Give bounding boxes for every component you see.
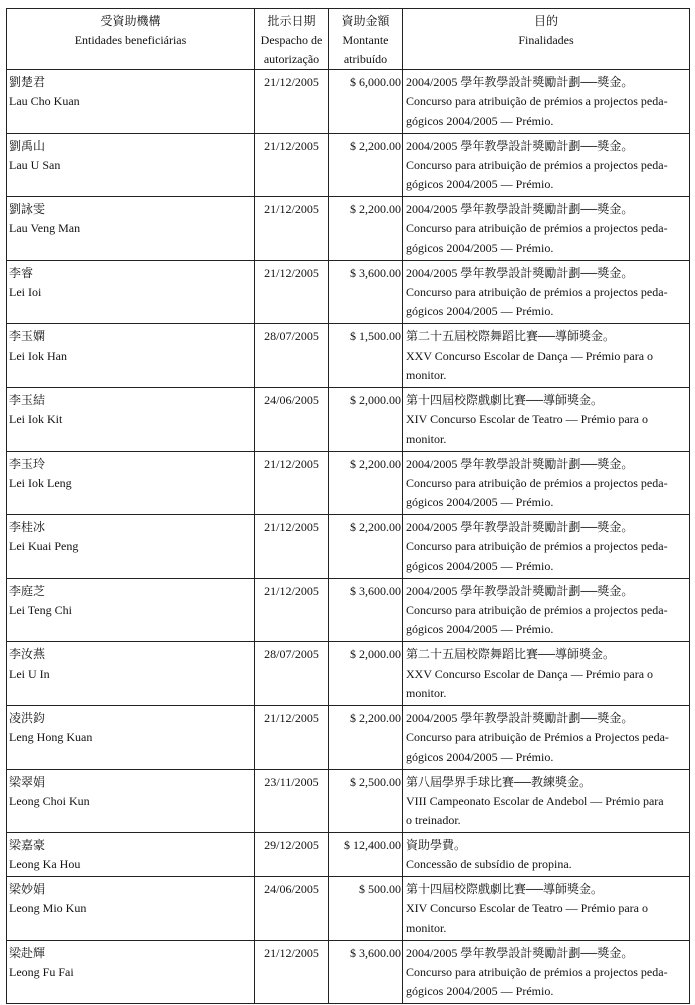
purpose-zh: 第八屆學界手球比賽──教練獎金。 [406,774,592,789]
cell-entity [7,642,255,706]
cell-purpose [403,833,690,877]
purpose-zh: 2004/2005 學年教學設計獎勵計劃──獎金。 [406,520,634,535]
entity-name-pt: Lei Iok Han [9,348,67,363]
cell-date: 21/12/2005 [255,451,329,515]
cell-date: 21/12/2005 [255,260,329,324]
cell-entity [7,387,255,451]
entity-name-zh: 梁嘉豪 [9,838,46,853]
header-date-pt-2: autorização [263,52,320,66]
cell-date: 24/06/2005 [255,387,329,451]
cell-purpose [403,387,690,451]
purpose-pt-line-1: Concurso para atribuição de prémios a projectos peda- [406,285,668,300]
header-entity-pt: Entidades beneficiárias [74,33,187,47]
entity-name-zh: 李玉玲 [9,456,46,471]
entity-name-pt: Leong Fu Fai [9,965,74,980]
entity-name-zh: 李玉嫻 [9,329,46,344]
purpose-zh: 第二十五屆校際舞蹈比賽──導師獎金。 [406,647,616,662]
purpose-pt-line-1: XXV Concurso Escolar de Dança — Prémio para o [406,666,654,681]
entity-name-zh: 劉詠雯 [9,202,46,217]
cell-date: 28/07/2005 [255,642,329,706]
cell-amount: $ 3,600.00 [329,578,403,642]
purpose-pt-line-2: gógicos 2004/2005 — Prémio. [406,558,554,573]
header-entity [7,9,255,70]
entity-name-pt: Leng Hong Kuan [9,730,93,745]
header-amount-zh: 資助金額 [341,14,390,28]
cell-purpose [403,70,690,134]
cell-entity [7,877,255,941]
cell-entity [7,578,255,642]
purpose-zh: 第二十五屆校際舞蹈比賽──導師獎金。 [406,329,616,344]
purpose-zh: 2004/2005 學年教學設計獎勵計劃──獎金。 [406,202,634,217]
purpose-pt-line-2: monitor. [406,367,447,382]
entity-name-pt: Lei U In [9,666,50,681]
cell-amount: $ 3,600.00 [329,940,403,1004]
header-purpose-pt: Finalidades [518,33,574,47]
entity-name-zh: 李桂冰 [9,520,46,535]
purpose-zh: 2004/2005 學年教學設計獎勵計劃──獎金。 [406,583,634,598]
entity-name-pt: Leong Choi Kun [9,793,90,808]
purpose-pt-line-2: gógicos 2004/2005 — Prémio. [406,304,554,319]
cell-purpose [403,515,690,579]
table-row [7,877,690,941]
table-row [7,642,690,706]
cell-date: 24/06/2005 [255,877,329,941]
cell-amount: $ 2,000.00 [329,387,403,451]
entity-name-pt: Lei Iok Kit [9,412,63,427]
cell-amount: $ 2,200.00 [329,197,403,261]
purpose-pt-line-2: gógicos 2004/2005 — Prémio. [406,749,554,764]
entity-name-pt: Leong Mio Kun [9,901,87,916]
cell-purpose [403,197,690,261]
subsidy-table [6,8,690,1004]
purpose-pt-line-2: gógicos 2004/2005 — Prémio. [406,177,554,192]
header-date [255,9,329,70]
cell-date: 21/12/2005 [255,197,329,261]
cell-purpose [403,451,690,515]
purpose-pt-line-1: Concurso para atribuição de prémios a projectos peda- [406,475,668,490]
cell-purpose [403,260,690,324]
purpose-pt-line-1: Concurso para atribuição de prémios a projectos peda- [406,603,668,618]
cell-entity [7,451,255,515]
purpose-zh: 第十四屆校際戲劇比賽──導師獎金。 [406,882,604,897]
entity-name-pt: Lei Iok Leng [9,475,72,490]
cell-entity [7,324,255,388]
purpose-zh: 2004/2005 學年教學設計獎勵計劃──獎金。 [406,75,634,89]
entity-name-zh: 李玉結 [9,392,46,407]
table-header [7,9,690,70]
purpose-pt-line-1: Concurso para atribuição de Prémios a Projectos peda- [406,730,669,745]
cell-amount: $ 2,200.00 [329,133,403,197]
table-row [7,70,690,134]
entity-name-zh: 李庭芝 [9,583,46,598]
entity-name-pt: Lei Ioi [9,285,42,300]
header-amount-pt-1: Montante [342,33,389,47]
purpose-pt-line-2: gógicos 2004/2005 — Prémio. [406,495,554,510]
header-amount-pt-2: atribuído [343,52,388,66]
header-date-zh: 批示日期 [267,14,316,28]
cell-purpose [403,133,690,197]
table-row [7,197,690,261]
purpose-pt-line-2: o treinador. [406,813,461,828]
cell-date: 21/12/2005 [255,133,329,197]
table-row [7,451,690,515]
entity-name-pt: Lau Veng Man [9,221,81,236]
purpose-pt-line-2: gógicos 2004/2005 — Prémio. [406,622,554,637]
cell-purpose [403,877,690,941]
cell-entity [7,197,255,261]
cell-purpose [403,769,690,833]
cell-amount: $ 500.00 [329,877,403,941]
header-purpose-zh: 目的 [533,14,558,28]
purpose-pt-line-1: VIII Campeonato Escolar de Andebol — Prémio para [406,793,664,808]
table-row [7,578,690,642]
purpose-pt-line-1: Concurso para atribuição de prémios a projectos peda- [406,965,668,980]
cell-date: 21/12/2005 [255,70,329,134]
table-row [7,260,690,324]
cell-entity [7,133,255,197]
purpose-zh: 2004/2005 學年教學設計獎勵計劃──獎金。 [406,710,634,725]
cell-date: 21/12/2005 [255,578,329,642]
purpose-pt-line-2: monitor. [406,431,447,446]
cell-amount: $ 3,600.00 [329,260,403,324]
cell-purpose [403,642,690,706]
table-row [7,705,690,769]
cell-date: 21/12/2005 [255,515,329,579]
cell-entity [7,833,255,877]
entity-name-pt: Lei Kuai Peng [9,539,79,554]
purpose-pt-line-1: Concurso para atribuição de prémios a projectos peda- [406,539,668,554]
table-row [7,133,690,197]
cell-amount: $ 2,200.00 [329,451,403,515]
cell-amount: $ 2,500.00 [329,769,403,833]
purpose-pt-line-1: Concurso para atribuição de prémios a projectos peda- [406,94,668,109]
table-body [7,70,690,1004]
document-page [6,8,690,1004]
cell-entity [7,70,255,134]
header-date-pt-1: Despacho de [260,33,323,47]
purpose-zh: 資助學費。 [406,838,467,853]
table-row [7,515,690,579]
table-row [7,387,690,451]
cell-date: 21/12/2005 [255,705,329,769]
purpose-pt-line-1: XIV Concurso Escolar de Teatro — Prémio para o [406,412,648,427]
entity-name-zh: 劉禹山 [9,138,46,153]
cell-amount: $ 1,500.00 [329,324,403,388]
entity-name-pt: Lau Cho Kuan [9,94,80,109]
cell-amount: $ 2,200.00 [329,705,403,769]
table-row [7,324,690,388]
table-row [7,833,690,877]
cell-date: 23/11/2005 [255,769,329,833]
entity-name-zh: 李睿 [9,265,34,280]
cell-date: 29/12/2005 [255,833,329,877]
purpose-zh: 2004/2005 學年教學設計獎勵計劃──獎金。 [406,456,634,471]
header-amount [329,9,403,70]
purpose-pt-line-2: monitor. [406,920,447,935]
purpose-pt-line-2: gógicos 2004/2005 — Prémio. [406,984,554,999]
entity-name-zh: 梁赴輝 [9,945,46,960]
cell-entity [7,705,255,769]
entity-name-zh: 梁妙娟 [9,882,46,897]
purpose-pt-line-1: XXV Concurso Escolar de Dança — Prémio para o [406,348,654,363]
table-row [7,769,690,833]
cell-amount: $ 12,400.00 [329,833,403,877]
entity-name-zh: 劉楚君 [9,75,46,89]
cell-purpose [403,324,690,388]
purpose-pt-line-2: gógicos 2004/2005 — Prémio. [406,240,554,255]
entity-name-zh: 梁翠娟 [9,774,46,789]
cell-amount: $ 6,000.00 [329,70,403,134]
cell-date: 21/12/2005 [255,940,329,1004]
entity-name-zh: 凌洪鈞 [9,710,46,725]
table-row [7,940,690,1004]
purpose-pt-line-2: gógicos 2004/2005 — Prémio. [406,113,554,128]
cell-purpose [403,940,690,1004]
header-purpose [403,9,690,70]
entity-name-zh: 李汝燕 [9,647,46,662]
cell-entity [7,769,255,833]
header-entity-zh: 受資助機構 [100,14,161,28]
purpose-pt-line-1: Concurso para atribuição de prémios a projectos peda- [406,221,668,236]
entity-name-pt: Lei Teng Chi [9,603,72,618]
purpose-zh: 2004/2005 學年教學設計獎勵計劃──獎金。 [406,265,634,280]
cell-entity [7,515,255,579]
purpose-pt-line-1: XIV Concurso Escolar de Teatro — Prémio para o [406,901,648,916]
cell-entity [7,260,255,324]
cell-purpose [403,705,690,769]
cell-amount: $ 2,000.00 [329,642,403,706]
cell-date: 28/07/2005 [255,324,329,388]
entity-name-pt: Lau U San [9,157,61,172]
entity-name-pt: Leong Ka Hou [9,857,81,872]
purpose-pt-line-2: monitor. [406,685,447,700]
purpose-pt-line-1: Concurso para atribuição de prémios a projectos peda- [406,157,668,172]
purpose-zh: 第十四屆校際戲劇比賽──導師獎金。 [406,392,604,407]
cell-entity [7,940,255,1004]
purpose-zh: 2004/2005 學年教學設計獎勵計劃──獎金。 [406,945,634,960]
purpose-pt-line-1: Concessão de subsídio de propina. [406,857,572,872]
cell-amount: $ 2,200.00 [329,515,403,579]
cell-purpose [403,578,690,642]
purpose-zh: 2004/2005 學年教學設計獎勵計劃──獎金。 [406,138,634,153]
